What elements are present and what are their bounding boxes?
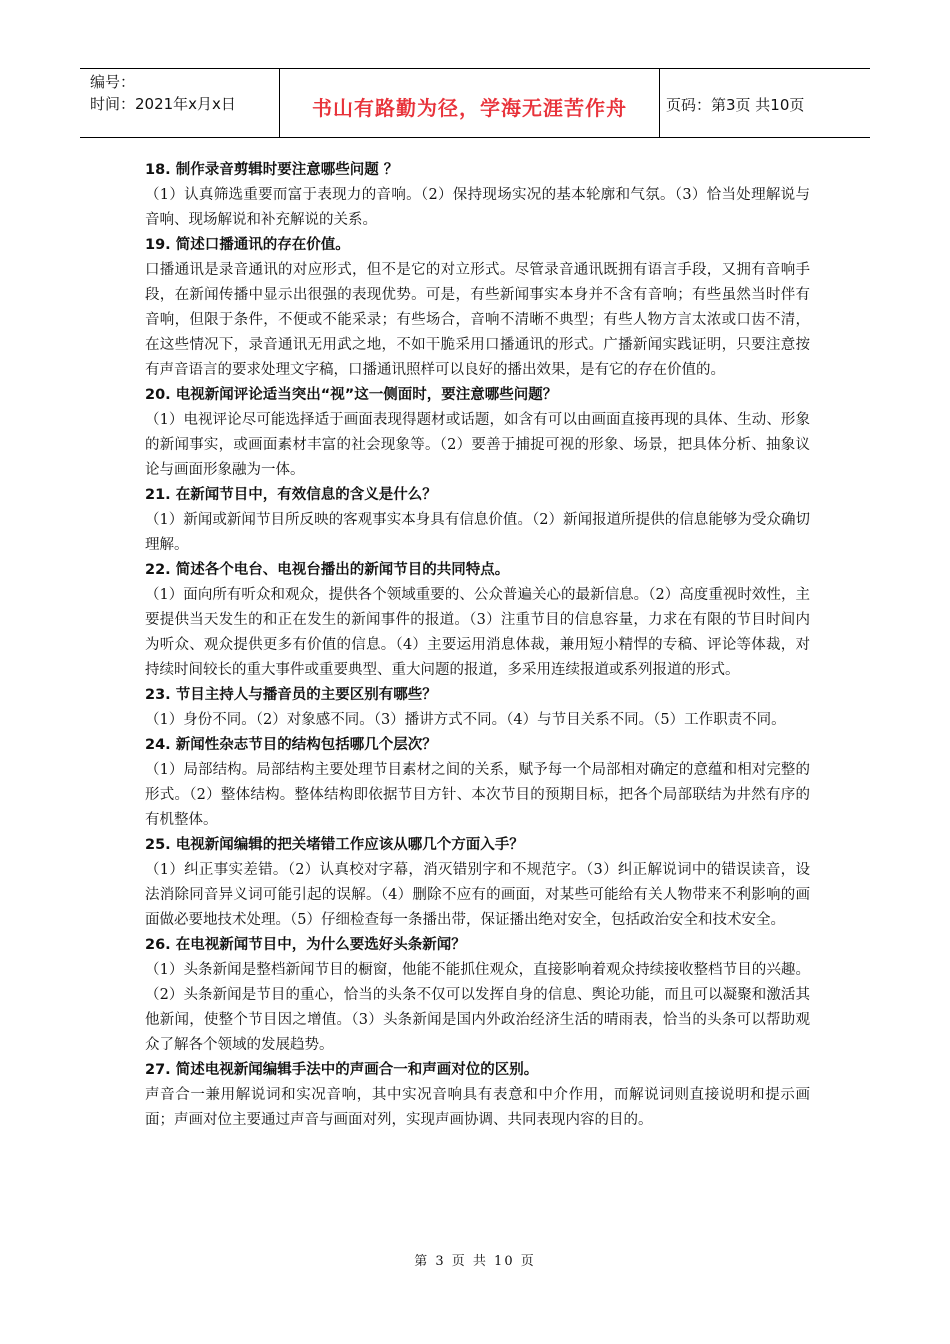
answer-text: （1）新闻或新闻节目所反映的客观事实本身具有信息价值。（2）新闻报道所提供的信息能够为受众确切理解。 [145,512,810,553]
answer-text: 声音合一兼用解说词和实况音响，其中实况音响具有表意和中介作用，而解说词则直接说明和提示画面；声画对位主要通过声音与画面对列，实现声画协调、共同表现内容的目的。 [145,1087,810,1128]
qa-item [145,733,810,833]
qa-item [145,383,810,483]
document-number-label: 编号： [90,73,136,91]
header-meta [80,69,280,137]
header-motto: 书山有路勤为径，学海无涯苦作舟 [280,69,660,137]
answer-text: （1）身份不同。（2）对象感不同。（3）播讲方式不同。（4）与节目关系不同。（5）工作职责不同。 [145,712,786,728]
answer-text: （1）局部结构。局部结构主要处理节目素材之间的关系，赋予每一个局部相对确定的意蕴和相对完整的形式。（2）整体结构。整体结构即依据节目方针、本次节目的预期目标，把各个局部联结为井然有序的有机整体。 [145,762,810,828]
qa-content [145,158,810,1133]
question-heading: 27. 简述电视新闻编辑手法中的声画合一和声画对位的区别。 [145,1062,539,1078]
page-footer: 第 3 页 共 10 页 [414,1254,536,1269]
question-heading: 18. 制作录音剪辑时要注意哪些问题 ？ [145,162,399,178]
answer-text: （1）面向所有听众和观众，提供各个领域重要的、公众普遍关心的最新信息。（2）高度重视时效性，主要提供当天发生的和正在发生的新闻事件的报道。（3）注重节目的信息容量，力求在有限的节目时间内为听众、观众提供更多有价值的信息。（4）主要运用消息体裁，兼用短小精悍的专稿、评论等体裁，对持续时间较长的重大事件或重要典型、重大问题的报道，多采用连续报道或系列报道的形式。 [145,587,810,678]
qa-item [145,233,810,383]
question-heading: 22. 简述各个电台、电视台播出的新闻节目的共同特点。 [145,562,510,578]
qa-item [145,1058,810,1133]
page-header [80,68,870,138]
question-heading: 24. 新闻性杂志节目的结构包括哪几个层次？ [145,737,437,753]
question-heading: 21. 在新闻节目中，有效信息的含义是什么？ [145,487,437,503]
document-date: 时间：2021年x月x日 [90,95,236,113]
answer-text: （1）认真筛选重要而富于表现力的音响。（2）保持现场实况的基本轮廓和气氛。（3）恰当处理解说与音响、现场解说和补充解说的关系。 [145,187,810,228]
question-heading: 23. 节目主持人与播音员的主要区别有哪些？ [145,687,437,703]
qa-item [145,483,810,558]
qa-item [145,683,810,733]
question-heading: 20. 电视新闻评论适当突出“视”这一侧面时，要注意哪些问题？ [145,387,558,403]
question-heading: 26. 在电视新闻节目中，为什么要选好头条新闻？ [145,937,466,953]
header-page-code: 页码：第3页 共10页 [666,95,805,114]
question-heading: 25. 电视新闻编辑的把关堵错工作应该从哪几个方面入手？ [145,837,524,853]
qa-item [145,558,810,683]
qa-item [145,158,810,233]
answer-text: （1）纠正事实差错。（2）认真校对字幕，消灭错别字和不规范字。（3）纠正解说词中的错误读音，设法消除同音异义词可能引起的误解。（4）删除不应有的画面，对某些可能给有关人物带来不利影响的画面做必要地技术处理。（5）仔细检查每一条播出带，保证播出绝对安全，包括政治安全和技术安全。 [145,862,810,928]
qa-item [145,933,810,1058]
answer-text: （1）头条新闻是整档新闻节目的橱窗，他能不能抓住观众，直接影响着观众持续接收整档节目的兴趣。（2）头条新闻是节目的重心，恰当的头条不仅可以发挥自身的信息、舆论功能，而且可以凝聚和激活其他新闻，使整个节目因之增值。（3）头条新闻是国内外政治经济生活的晴雨表，恰当的头条可以帮助观众了解各个领域的发展趋势。 [145,962,810,1053]
question-heading: 19. 简述口播通讯的存在价值。 [145,237,350,253]
answer-text: （1）电视评论尽可能选择适于画面表现得题材或话题，如含有可以由画面直接再现的具体、生动、形象的新闻事实，或画面素材丰富的社会现象等。（2）要善于捕捉可视的形象、场景，把具体分析、抽象议论与画面形象融为一体。 [145,412,810,478]
qa-item [145,833,810,933]
answer-text: 口播通讯是录音通讯的对应形式，但不是它的对立形式。尽管录音通讯既拥有语言手段，又拥有音响手段，在新闻传播中显示出很强的表现优势。可是，有些新闻事实本身并不含有音响；有些虽然当时伴有音响，但限于条件，不便或不能采录；有些场合，音响不清晰不典型；有些人物方言太浓或口齿不清，在这些情况下，录音通讯无用武之地，不如干脆采用口播通讯的形式。广播新闻实践证明，只要注意按有声音语言的要求处理文字稿，口播通讯照样可以良好的播出效果，是有它的存在价值的。 [145,262,810,378]
